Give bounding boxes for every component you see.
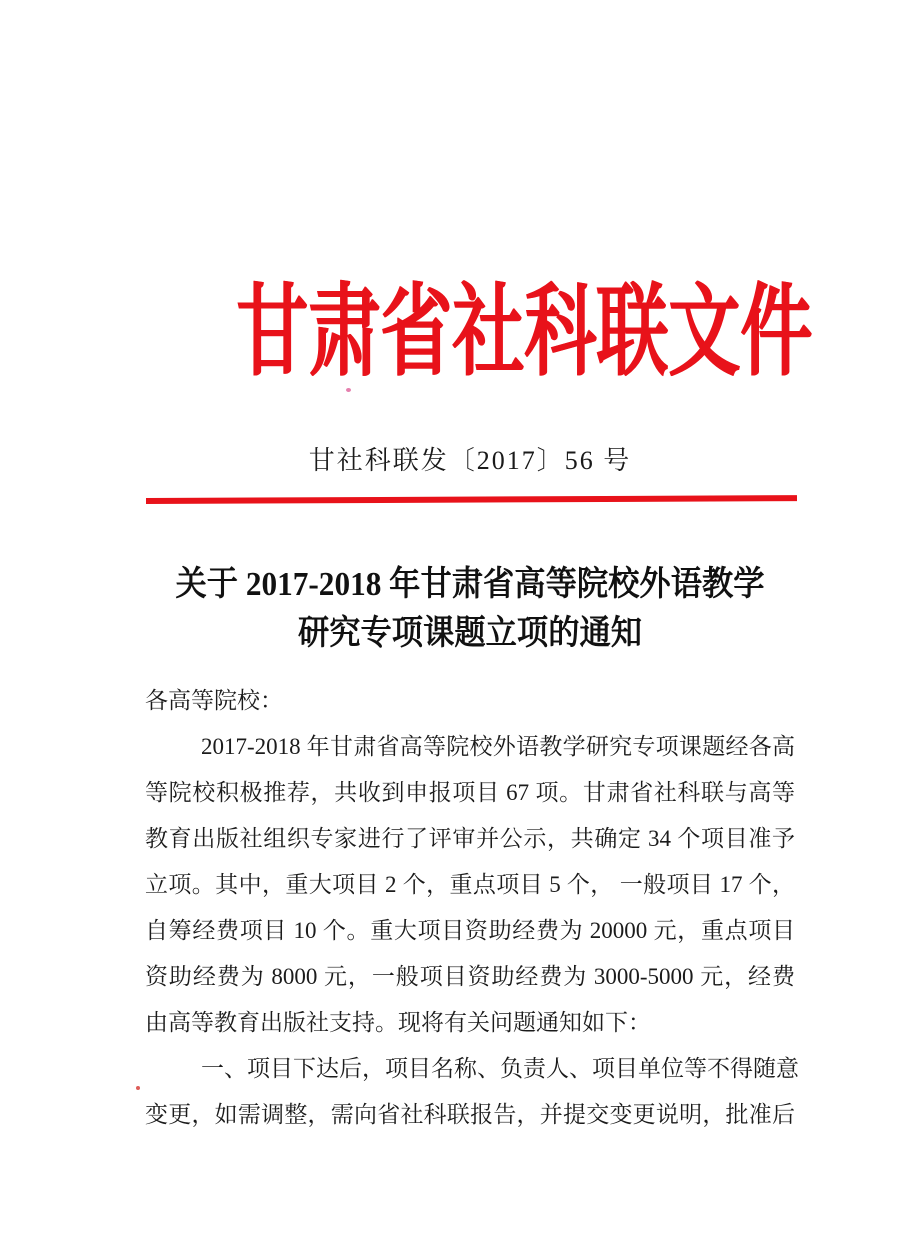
salutation-line: 各高等院校： — [145, 688, 283, 713]
scan-speck — [346, 388, 351, 392]
notice-title — [171, 560, 769, 658]
body-line: 等院校积极推荐，共收到申报项目 67 项。甘肃省社科联与高等 — [145, 780, 795, 805]
scan-speck — [136, 1086, 140, 1090]
body-line: 自筹经费项目 10 个。重大项目资助经费为 20000 元，重点项目 — [145, 918, 795, 943]
body-line: 资助经费为 8000 元，一般项目资助经费为 3000-5000 元，经费 — [145, 964, 795, 989]
letterhead-org-title: 甘肃省社科联文件 — [235, 277, 812, 388]
body-line: 由高等教育出版社支持。现将有关问题通知如下： — [145, 1010, 651, 1035]
body-line: 立项。其中，重大项目 2 个，重点项目 5 个， 一般项目 17 个， — [145, 872, 795, 897]
notice-title-line2: 研究专项课题立项的通知 — [297, 615, 643, 652]
body-line: 2017-2018 年甘肃省高等院校外语教学研究专项课题经各高 — [201, 734, 795, 759]
body-line: 一、项目下达后，项目名称、负责人、项目单位等不得随意 — [201, 1056, 799, 1081]
document-number: 甘社科联发〔2017〕56 号 — [308, 446, 632, 475]
body-line: 变更，如需调整，需向省社科联报告，并提交变更说明，批准后 — [145, 1102, 795, 1127]
body-line: 教育出版社组织专家进行了评审并公示，共确定 34 个项目准予 — [145, 826, 795, 851]
notice-title-line1: 关于 2017-2018 年甘肃省高等院校外语教学 — [175, 566, 765, 603]
notice-body — [145, 678, 799, 1138]
red-separator-rule — [146, 495, 797, 504]
